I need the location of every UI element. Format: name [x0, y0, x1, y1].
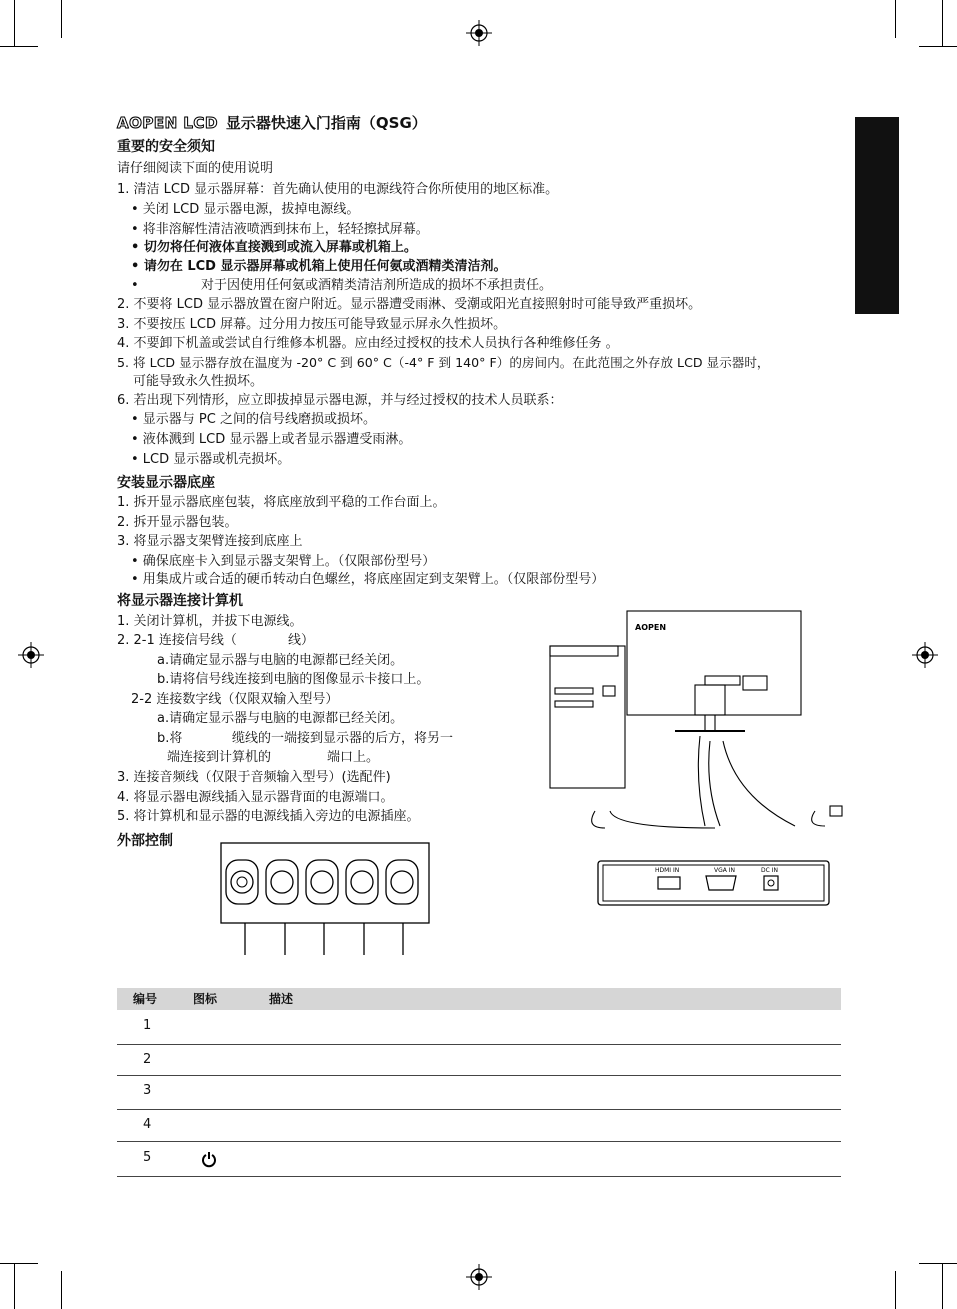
base-heading: 安装显示器底座: [117, 475, 215, 491]
safety-bullet: • 液体溅到 LCD 显示器上或者显示器遭受雨淋。: [131, 432, 412, 447]
safety-item: 6. 若出现下列情形，应立即拔掉显示器电源，并与经过授权的技术人员联系：: [117, 393, 563, 408]
power-icon: [201, 1150, 217, 1168]
page-title: AOPEN LCD 显示器快速入门指南（QSG）: [117, 114, 427, 132]
safety-bullet: • LCD 显示器或机壳损坏。: [131, 452, 291, 467]
connect-subitem: b.请将信号线连接到电脑的图像显示卡接口上。: [157, 672, 430, 687]
safety-item-cont: 可能导致永久性损坏。: [133, 374, 264, 389]
table-row: 5: [117, 1142, 841, 1177]
safety-bullet: • 切勿将任何液体直接溅到或流入屏幕或机箱上。: [131, 240, 417, 255]
base-bullet: • 确保底座卡入到显示器支架臂上。（仅限部份型号）: [131, 554, 436, 569]
table-header: [117, 988, 841, 1010]
language-side-tab: [855, 117, 899, 314]
registration-mark-icon: [912, 642, 938, 668]
connect-subitem-cont: 端口上。: [327, 750, 380, 765]
connect-subitem-cont: 端连接到计算机的: [167, 750, 272, 765]
table-header-number: 编号: [133, 992, 158, 1006]
safety-intro: 请仔细阅读下面的使用说明: [117, 161, 274, 176]
safety-bullet: •: [131, 278, 139, 293]
base-item: 3. 将显示器支架臂连接到底座上: [117, 534, 303, 549]
safety-heading: 重要的安全须知: [117, 139, 215, 155]
connect-subitem: a.请确定显示器与电脑的电源都已经关闭。: [157, 653, 404, 668]
brand-logo: AOPEN LCD: [117, 114, 218, 132]
table-header-description: 描述: [269, 992, 294, 1006]
safety-bullet-text: 对于因使用任何氨或酒精类清洁剂所造成的损坏不承担责任。: [201, 278, 553, 293]
connect-item: 2-2 连接数字线（仅限双输入型号）: [131, 692, 339, 707]
safety-item: 3. 不要按压 LCD 屏幕。过分用力按压可能导致显示屏永久性损坏。: [117, 317, 507, 332]
connection-diagram: [545, 606, 845, 831]
table-row: 3: [117, 1076, 841, 1110]
monitor-logo: AOPEN: [635, 623, 667, 632]
safety-item: 5. 将 LCD 显示器存放在温度为 -20° C 到 60° C（-4° F 到 140° F）的房间内。在此范围之外存放 LCD 显示器时，: [117, 355, 770, 370]
registration-mark-icon: [466, 1264, 492, 1290]
controls-table: [117, 988, 841, 1177]
registration-mark-icon: [466, 20, 492, 46]
connect-item: 1. 关闭计算机，并拔下电源线。: [117, 614, 303, 629]
control-buttons-illustration: [220, 842, 432, 957]
registration-mark-icon: [18, 642, 44, 668]
connect-heading: 将显示器连接计算机: [117, 593, 243, 609]
connect-item: 2. 2-1 连接信号线（: [117, 633, 237, 648]
safety-bullet: • 关闭 LCD 显示器电源，拔掉电源线。: [131, 202, 360, 217]
table-row: 2: [117, 1045, 841, 1076]
connect-item-cont: 线）: [288, 633, 315, 648]
table-header-icon: 图标: [193, 992, 218, 1006]
safety-item: 2. 不要将 LCD 显示器放置在窗户附近。显示器遭受雨淋、受潮或阳光直接照射时可能导致严重损坏。: [117, 297, 702, 312]
connect-item: 5. 将计算机和显示器的电源线插入旁边的电源插座。: [117, 809, 420, 824]
safety-bullet: • 请勿在 LCD 显示器屏幕或机箱上使用任何氨或酒精类清洁剂。: [131, 259, 507, 274]
connect-item: 4. 将显示器电源线插入显示器背面的电源端口。: [117, 790, 394, 805]
connect-subitem: b.将: [157, 731, 183, 746]
base-bullet: • 用集成片或合适的硬币转动白色螺丝，将底座固定到支架臂上。（仅限部份型号）: [131, 572, 605, 587]
rear-port-panel: [596, 858, 831, 908]
safety-bullet: • 将非溶解性清洁液喷洒到抹布上，轻轻擦拭屏幕。: [131, 222, 429, 237]
safety-bullet: • 显示器与 PC 之间的信号线磨损或损坏。: [131, 412, 376, 427]
controls-heading: 外部控制: [117, 833, 173, 849]
base-item: 2. 拆开显示器包装。: [117, 515, 238, 530]
connect-item: 3. 连接音频线（仅限于音频输入型号）(选配件): [117, 770, 391, 785]
base-item: 1. 拆开显示器底座包装，将底座放到平稳的工作台面上。: [117, 495, 446, 510]
port-label: HDMI IN: [655, 867, 680, 874]
port-label: VGA IN: [714, 867, 736, 874]
safety-item: 1. 清洁 LCD 显示器屏幕：首先确认使用的电源线符合你所使用的地区标准。: [117, 182, 559, 197]
port-label: DC IN: [761, 867, 778, 874]
safety-item: 4. 不要卸下机盖或尝试自行维修本机器。应由经过授权的技术人员执行各种维修任务 。: [117, 336, 619, 351]
connect-subitem: a.请确定显示器与电脑的电源都已经关闭。: [157, 711, 404, 726]
table-row: 1: [117, 1010, 841, 1045]
connect-subitem-cont: 缆线的一端接到显示器的后方，将另一: [232, 731, 454, 746]
table-row: 4: [117, 1110, 841, 1142]
